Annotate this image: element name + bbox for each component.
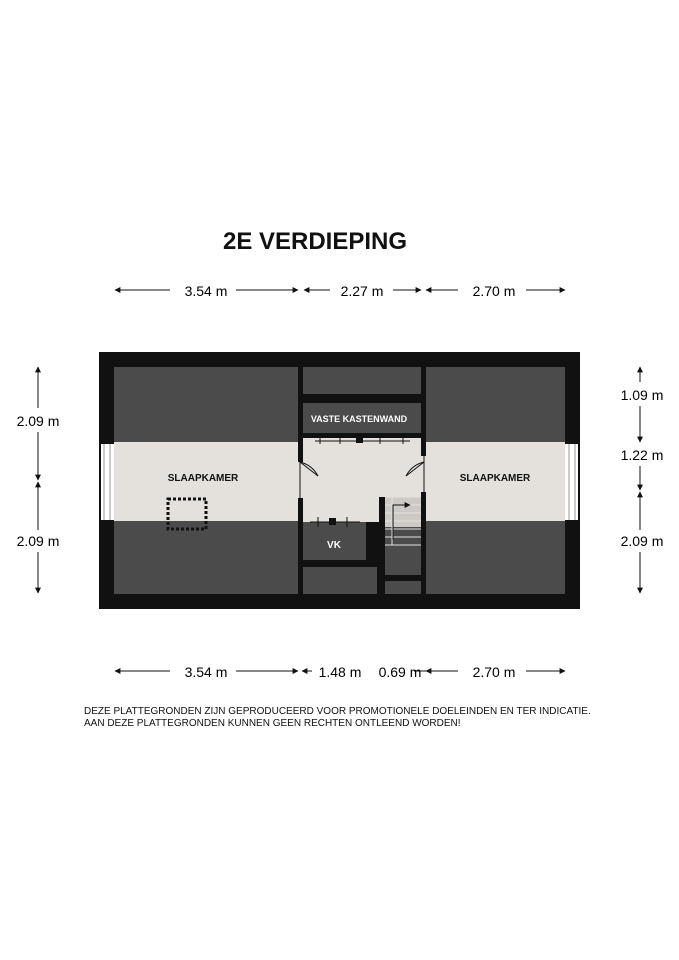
dim-left-2: 2.09 m [16,533,60,549]
disclaimer-line-1: DEZE PLATTEGRONDEN ZIJN GEPRODUCEERD VOOR PROMOTIONELE DOELEINDEN EN TER INDICATIE. [84,706,591,717]
roof-slope-bottom-middle [303,567,377,594]
window-left [101,444,114,520]
dim-right-3: 2.09 m [620,533,664,549]
floor-title: 2E VERDIEPING [222,228,408,255]
dim-bottom-4: 2.70 m [472,664,516,680]
wardrobe-label: VASTE KASTENWAND [310,414,408,424]
roof-slope-bottom-left [114,521,298,594]
dim-left-1: 2.09 m [16,413,60,429]
dim-top-1: 3.54 m [184,283,228,299]
landing-floor [303,438,421,497]
disclaimer-line-2: AAN DEZE PLATTEGRONDEN KUNNEN GEEN RECHTEN ONTLEEND WORDEN! [84,718,461,729]
dim-right-2: 1.22 m [620,447,664,463]
vk-floor [303,497,379,522]
bedroom-right-label: SLAAPKAMER [459,473,531,484]
stair-upper-flight [385,497,421,527]
bedroom-left-label: SLAAPKAMER [167,473,239,484]
stair-wall-bottom [379,575,421,581]
roof-slope-top-left [114,367,298,442]
wardrobe-wall-top [303,394,421,403]
dim-right-1: 1.09 m [620,387,664,403]
vk-marker [329,518,336,525]
roof-slope-top-right [426,367,565,442]
vk-wall-right [366,522,372,566]
roof-slope-top-middle [303,367,421,394]
dim-top-3: 2.70 m [472,283,516,299]
wardrobe-marker [356,437,363,443]
dim-bottom-2: 1.48 m [318,664,362,680]
window-right [565,444,578,520]
vk-label: VK [327,540,341,551]
dim-bottom-3: 0.69 m [378,664,422,680]
roof-slope-bottom-right [426,521,565,594]
dim-top-2: 2.27 m [340,283,384,299]
dim-bottom-1: 3.54 m [184,664,228,680]
vk-wall-bottom [303,560,372,567]
